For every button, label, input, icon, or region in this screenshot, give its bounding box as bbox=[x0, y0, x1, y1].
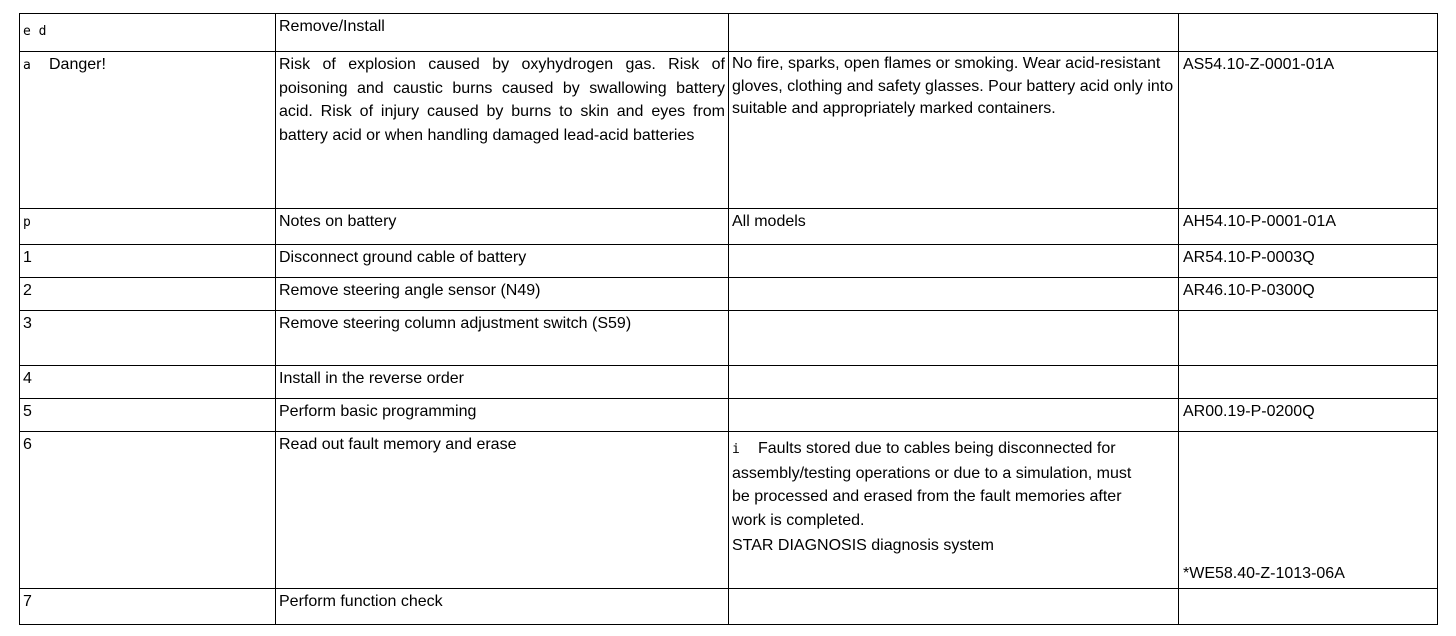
step-number-cell bbox=[20, 245, 276, 278]
step-text-cell bbox=[276, 245, 729, 278]
step-number: 3 bbox=[23, 315, 32, 332]
danger-measures-text: No fire, sparks, open flames or smoking. Wear acid-resistant gloves, clothing and safety glasses. Pour battery acid only into suitable and appropriately marked containers. bbox=[732, 55, 1174, 117]
step-number: 2 bbox=[23, 282, 32, 299]
danger-label-cell bbox=[20, 52, 276, 209]
step-info: Faults stored due to cables being disconnected for assembly/testing operations or due to a simulation, must be processed and erased from the fault memories after work is completed. bbox=[732, 440, 1132, 529]
step-text: Remove steering angle sensor (N49) bbox=[279, 282, 541, 299]
step-text-cell bbox=[276, 366, 729, 399]
note-models-cell bbox=[729, 209, 1179, 245]
header-title: Remove/Install bbox=[279, 18, 385, 35]
note-models: All models bbox=[732, 213, 806, 230]
step-text: Perform basic programming bbox=[279, 403, 477, 420]
danger-risk-text: Risk of explosion caused by oxyhydrogen gas. Risk of poisoning and caustic burns caused by swallowing battery acid. Risk of injury caused by burns to skin and eyes from battery acid or when handling damaged lead-acid batteries bbox=[279, 56, 725, 144]
note-ref-cell bbox=[1179, 209, 1438, 245]
step-text: Perform function check bbox=[279, 593, 443, 610]
note-ref: AH54.10-P-0001-01A bbox=[1183, 213, 1336, 230]
step-row bbox=[20, 589, 1438, 625]
step-ref-cell bbox=[1179, 366, 1438, 399]
note-icon-cell bbox=[20, 209, 276, 245]
step-number-cell bbox=[20, 399, 276, 432]
danger-ref: AS54.10-Z-0001-01A bbox=[1183, 56, 1335, 73]
step-number-cell bbox=[20, 311, 276, 366]
step-info-cell bbox=[729, 399, 1179, 432]
step-ref-cell bbox=[1179, 245, 1438, 278]
step-info-cell bbox=[729, 278, 1179, 311]
step-info-cell bbox=[729, 245, 1179, 278]
step-text-cell bbox=[276, 399, 729, 432]
step-ref-cell bbox=[1179, 399, 1438, 432]
step-system: STAR DIAGNOSIS diagnosis system bbox=[732, 537, 994, 554]
danger-measures-cell bbox=[729, 52, 1179, 209]
step-number: 6 bbox=[23, 436, 32, 453]
danger-ref-cell bbox=[1179, 52, 1438, 209]
step-ref: AR00.19-P-0200Q bbox=[1183, 403, 1315, 420]
danger-row bbox=[20, 52, 1438, 209]
step-info-cell bbox=[729, 366, 1179, 399]
step-ref-cell bbox=[1179, 278, 1438, 311]
header-row bbox=[20, 14, 1438, 52]
header-col3 bbox=[729, 14, 1179, 52]
info-icon: i bbox=[732, 442, 740, 457]
step-ref: AR54.10-P-0003Q bbox=[1183, 249, 1315, 266]
step-number-cell bbox=[20, 278, 276, 311]
step-text-cell bbox=[276, 589, 729, 625]
note-row bbox=[20, 209, 1438, 245]
step-text-cell bbox=[276, 311, 729, 366]
step-number: 4 bbox=[23, 370, 32, 387]
step-ref-cell bbox=[1179, 432, 1438, 589]
step-ref-cell bbox=[1179, 589, 1438, 625]
danger-icon: a bbox=[23, 58, 31, 73]
step-number-cell bbox=[20, 366, 276, 399]
procedure-table bbox=[19, 13, 1438, 625]
note-icon: p bbox=[23, 215, 31, 230]
step-number-cell bbox=[20, 589, 276, 625]
header-icons-cell bbox=[20, 14, 276, 52]
step-number: 7 bbox=[23, 593, 32, 610]
step-text-cell bbox=[276, 432, 729, 589]
step-text: Remove steering column adjustment switch (S59) bbox=[279, 315, 632, 332]
step-number: 5 bbox=[23, 403, 32, 420]
note-text: Notes on battery bbox=[279, 213, 397, 230]
step-text: Disconnect ground cable of battery bbox=[279, 249, 527, 266]
step-info-cell bbox=[729, 589, 1179, 625]
step-row bbox=[20, 311, 1438, 366]
step-ref: *WE58.40-Z-1013-06A bbox=[1183, 564, 1345, 582]
step-row bbox=[20, 399, 1438, 432]
step-row bbox=[20, 366, 1438, 399]
danger-risk-cell bbox=[276, 52, 729, 209]
step-row bbox=[20, 245, 1438, 278]
step-ref-cell bbox=[1179, 311, 1438, 366]
step-text: Install in the reverse order bbox=[279, 370, 464, 387]
step-info-cell bbox=[729, 311, 1179, 366]
step-ref: AR46.10-P-0300Q bbox=[1183, 282, 1315, 299]
danger-label: Danger! bbox=[49, 56, 106, 73]
step-number: 1 bbox=[23, 249, 32, 266]
header-icons: e d bbox=[23, 24, 47, 39]
header-title-cell bbox=[276, 14, 729, 52]
step-row bbox=[20, 278, 1438, 311]
step-row bbox=[20, 432, 1438, 589]
step-text: Read out fault memory and erase bbox=[279, 436, 517, 453]
step-info-cell bbox=[729, 432, 1179, 589]
step-number-cell bbox=[20, 432, 276, 589]
note-text-cell bbox=[276, 209, 729, 245]
step-text-cell bbox=[276, 278, 729, 311]
header-col4 bbox=[1179, 14, 1438, 52]
